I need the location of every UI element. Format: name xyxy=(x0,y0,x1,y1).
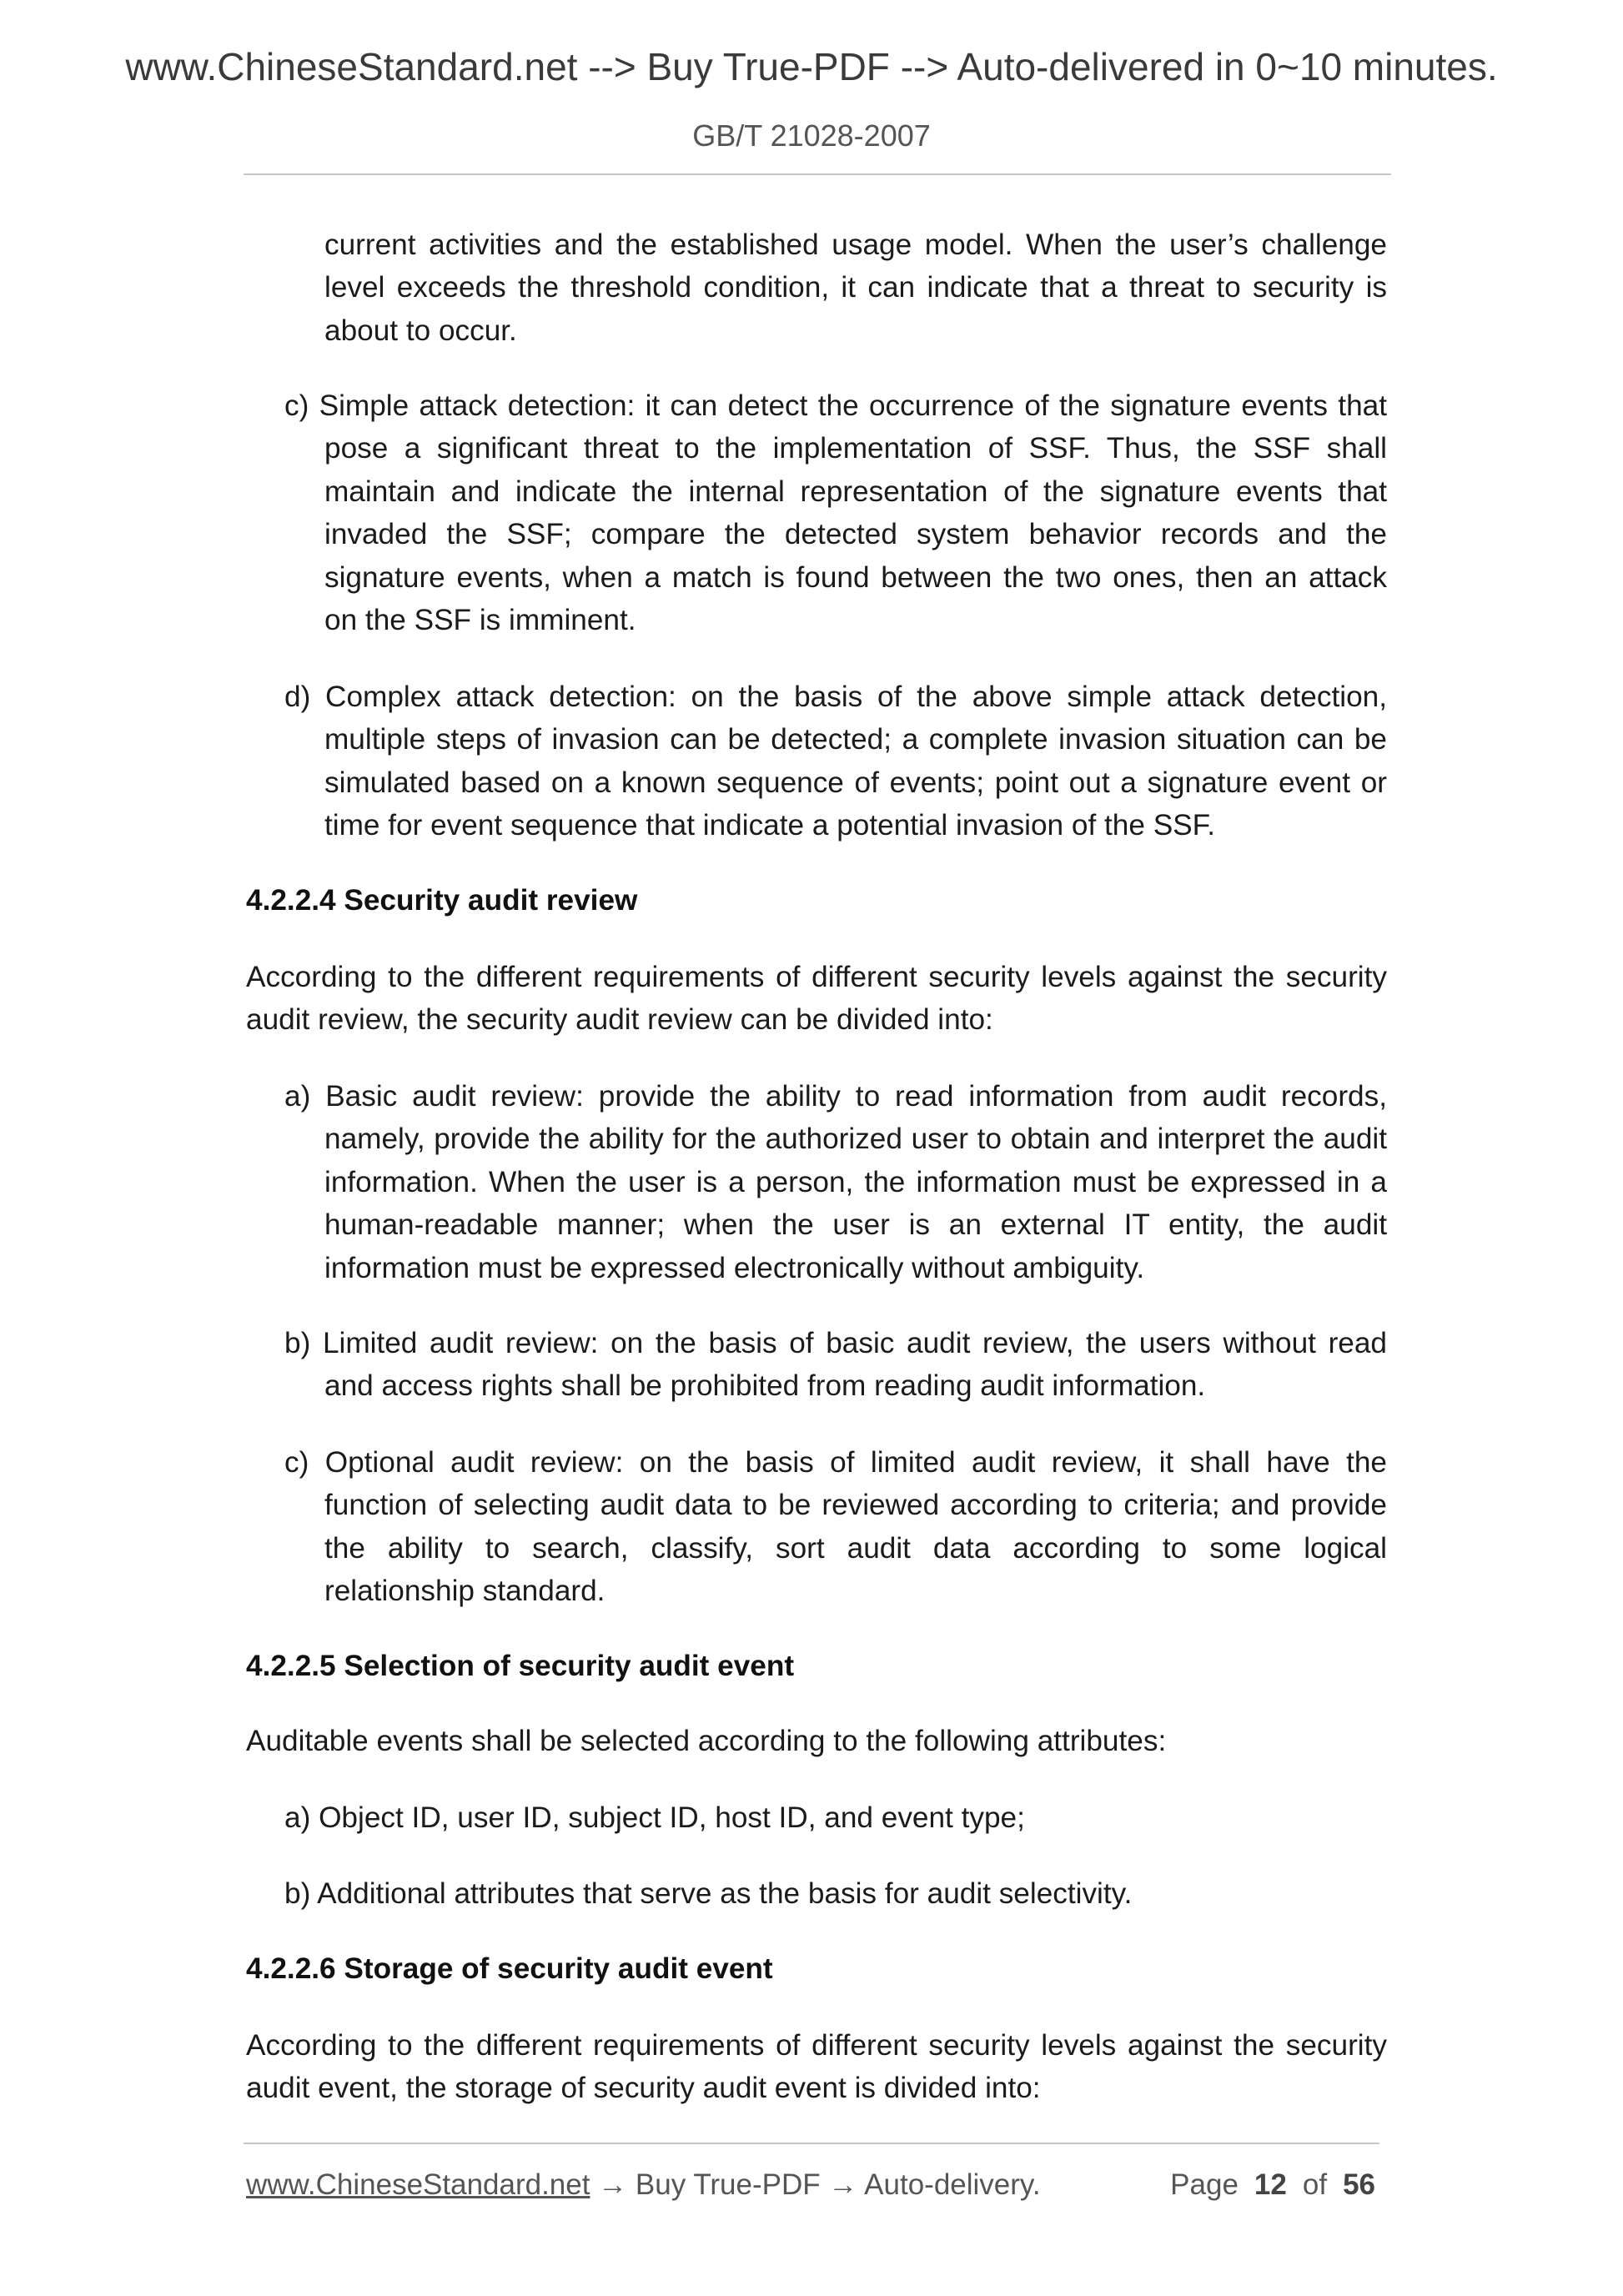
text-line: level exceeds the threshold condition, it can indicate that a threat to security is xyxy=(324,271,1387,304)
page-counter xyxy=(1170,2164,1375,2206)
text-line: namely, provide the ability for the authorized user to obtain and interpret the audit xyxy=(324,1123,1387,1156)
text-line: human-readable manner; when the user is an external IT entity, the audit xyxy=(324,1208,1387,1242)
header-divider xyxy=(244,173,1391,175)
text-line: b) Limited audit review: on the basis of basic audit review, the users without read xyxy=(284,1327,1387,1359)
section-heading-4-2-2-6: 4.2.2.6 Storage of security audit event xyxy=(246,1952,773,1985)
section-heading-4-2-2-5: 4.2.2.5 Selection of security audit event xyxy=(246,1650,795,1682)
standard-code: GB/T 21028-2007 xyxy=(692,118,931,153)
footer-site-link[interactable]: www.ChineseStandard.net xyxy=(246,2168,590,2201)
text-line: Auditable events shall be selected according to the following attributes: xyxy=(246,1725,1167,1757)
text-line: on the SSF is imminent. xyxy=(324,604,636,637)
total-pages: 56 xyxy=(1343,2168,1375,2201)
footer-divider xyxy=(244,2143,1379,2144)
of-label: of xyxy=(1302,2168,1328,2201)
list-item-basic-audit-review xyxy=(284,1075,1387,1289)
text-line: multiple steps of invasion can be detected; a complete invasion situation can be xyxy=(324,723,1387,756)
text-line: c) Optional audit review: on the basis of limited audit review, it shall have the xyxy=(284,1446,1387,1479)
text-line: function of selecting audit data to be reviewed according to criteria; and provide xyxy=(324,1489,1387,1522)
text-line: time for event sequence that indicate a potential invasion of the SSF. xyxy=(324,809,1216,842)
text-line: c) Simple attack detection: it can detect the occurrence of the signature events that xyxy=(284,389,1387,422)
page-number: 12 xyxy=(1254,2168,1287,2201)
text-line: audit event, the storage of security audit event is divided into: xyxy=(246,2072,1041,2105)
list-item-limited-audit-review xyxy=(284,1322,1387,1408)
text-line: simulated based on a known sequence of events; point out a signature event or xyxy=(324,766,1387,799)
text-line: relationship standard. xyxy=(324,1575,605,1608)
text-line: about to occur. xyxy=(324,314,517,347)
list-item-optional-audit-review xyxy=(284,1441,1387,1613)
continued-paragraph xyxy=(324,224,1387,352)
text-line: audit review, the security audit review can be divided into: xyxy=(246,1003,993,1037)
section-intro-paragraph xyxy=(246,2024,1387,2110)
text-line: d) Complex attack detection: on the basis of the above simple attack detection, xyxy=(284,681,1387,713)
text-line: pose a significant threat to the implementation of SSF. Thus, the SSF shall xyxy=(324,432,1387,465)
footer-tagline: → Buy True-PDF → Auto-delivery. xyxy=(590,2168,1041,2201)
text-line: According to the different requirements of different security levels against the security xyxy=(246,961,1387,993)
list-item-additional-attributes xyxy=(284,1872,1387,1915)
text-line: maintain and indicate the internal representation of the signature events that xyxy=(324,475,1387,508)
text-line: a) Object ID, user ID, subject ID, host ID, and event type; xyxy=(284,1801,1025,1834)
list-item-id-attributes xyxy=(284,1796,1387,1839)
section-heading-4-2-2-4: 4.2.2.4 Security audit review xyxy=(246,884,638,917)
text-line: information must be expressed electronically without ambiguity. xyxy=(324,1251,1145,1284)
text-line: invaded the SSF; compare the detected system behavior records and the xyxy=(324,518,1387,551)
text-line: b) Additional attributes that serve as the basis for audit selectivity. xyxy=(284,1877,1133,1910)
text-line: signature events, when a match is found between the two ones, then an attack xyxy=(324,560,1387,594)
list-item-simple-attack-detection xyxy=(284,384,1387,641)
text-line: the ability to search, classify, sort audit data according to some logical xyxy=(324,1531,1387,1565)
text-line: information. When the user is a person, the information must be expressed in a xyxy=(324,1165,1387,1198)
page-label: Page xyxy=(1170,2168,1239,2201)
section-intro-paragraph xyxy=(246,956,1387,1042)
top-banner: www.ChineseStandard.net --> Buy True-PDF --> Auto-delivered in 0~10 minutes. xyxy=(125,45,1498,88)
text-line: current activities and the established usage model. When the user’s challenge xyxy=(324,229,1387,261)
text-line: According to the different requirements of different security levels against the security xyxy=(246,2029,1387,2062)
footer-promo xyxy=(246,2164,1041,2206)
list-item-complex-attack-detection xyxy=(284,676,1387,847)
text-line: and access rights shall be prohibited from reading audit information. xyxy=(324,1369,1206,1403)
text-line: a) Basic audit review: provide the ability to read information from audit records, xyxy=(284,1080,1387,1113)
section-intro-paragraph xyxy=(246,1720,1387,1762)
